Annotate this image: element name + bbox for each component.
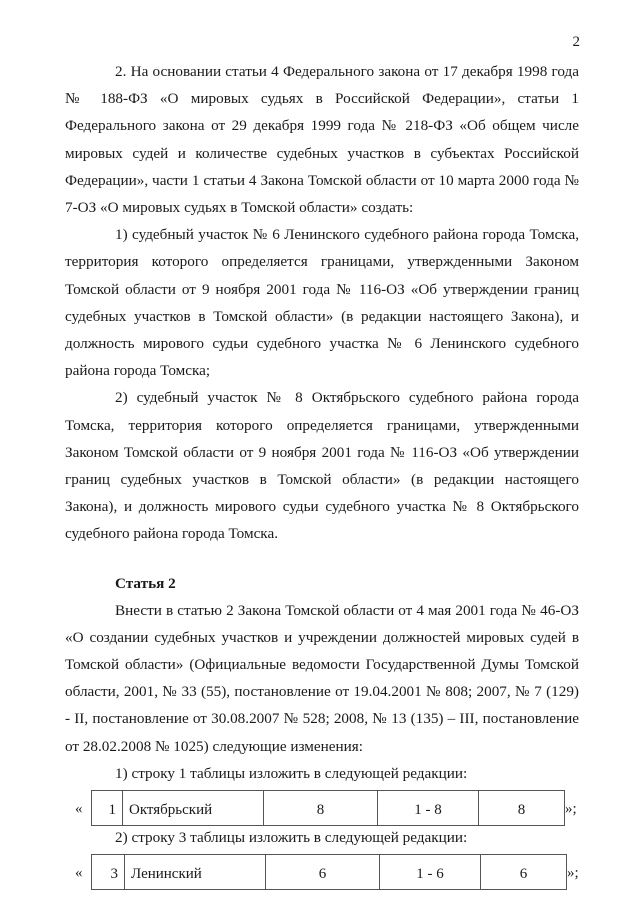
cell-sections-range: 1 - 8 bbox=[378, 790, 479, 825]
table-row bbox=[91, 854, 567, 890]
paragraph-2: 2. На основании статьи 4 Федерального закона от 17 декабря 1998 года № 188-ФЗ «О мировых судьях в Российской Федерации», статьи 1 Федерального закона от 29 декабря 1999 года № 218-ФЗ «Об общем числе мировых судей и количестве судебных участков в субъектах Российской Федерации», части 1 статьи 4 Закона Томской области от 10 марта 2000 года № 7-ОЗ «О мировых судьях в Томской области» создать: bbox=[65, 63, 579, 217]
amendment-item-1-intro: 1) строку 1 таблицы изложить в следующей редакции: bbox=[115, 764, 468, 782]
cell-number: 1 bbox=[92, 790, 123, 825]
quote-close: »; bbox=[567, 864, 579, 881]
page-number: 2 bbox=[572, 34, 580, 50]
paragraph-item-2: 2) судебный участок № 8 Октябрьского судебного района города Томска, территория которого определяется границами, утвержденными Законом Томской области от 9 ноября 2001 года № 116-ОЗ «Об утверждении границ судебных участков в Томской области» (в редакции настоящего Закона), и должность мирового судьи судебного участка № 8 Октябрьского судебного района города Томска. bbox=[65, 389, 579, 543]
amendment-table-row-1 bbox=[65, 790, 579, 824]
cell-sections-count: 6 bbox=[481, 854, 567, 889]
cell-sections-count: 8 bbox=[479, 790, 565, 825]
paragraph-item-1: 1) судебный участок № 6 Ленинского судебного района города Томска, территория которого определяется границами, утвержденными Законом Томской области от 9 ноября 2001 года № 116-ОЗ «Об утверждении границ судебных участков в Томской области» (в редакции настоящего Закона), и должность мирового судьи судебного участка № 6 Ленинского судебного района города Томска; bbox=[65, 226, 579, 380]
article-2-body: Внести в статью 2 Закона Томской области от 4 мая 2001 года № 46-ОЗ «О создании судебных участков и учреждении должностей мировых судей в Томской области» (Официальные ведомости Государственной Думы Томской области, 2001, № 33 (55), постановление от 19.04.2001 № 808; 2007, № 7 (129) - II, постановление от 30.08.2007 № 528; 2008, № 13 (135) – III, постановление от 28.02.2008 № 1025) следующие изменения: bbox=[65, 601, 579, 755]
article-2-heading: Статья 2 bbox=[115, 574, 176, 592]
quote-open: « bbox=[75, 800, 83, 817]
cell-judges-count: 8 bbox=[264, 790, 378, 825]
cell-district: Ленинский bbox=[125, 854, 266, 889]
amendment-item-2-intro: 2) строку 3 таблицы изложить в следующей редакции: bbox=[115, 828, 468, 846]
amendment-table-row-2 bbox=[65, 854, 579, 888]
cell-district: Октябрьский bbox=[123, 790, 264, 825]
cell-judges-count: 6 bbox=[266, 854, 380, 889]
cell-sections-range: 1 - 6 bbox=[380, 854, 481, 889]
quote-open: « bbox=[75, 864, 83, 881]
table-row bbox=[91, 790, 565, 826]
document-body bbox=[65, 58, 579, 888]
cell-number: 3 bbox=[92, 854, 125, 889]
quote-close: »; bbox=[565, 800, 577, 817]
